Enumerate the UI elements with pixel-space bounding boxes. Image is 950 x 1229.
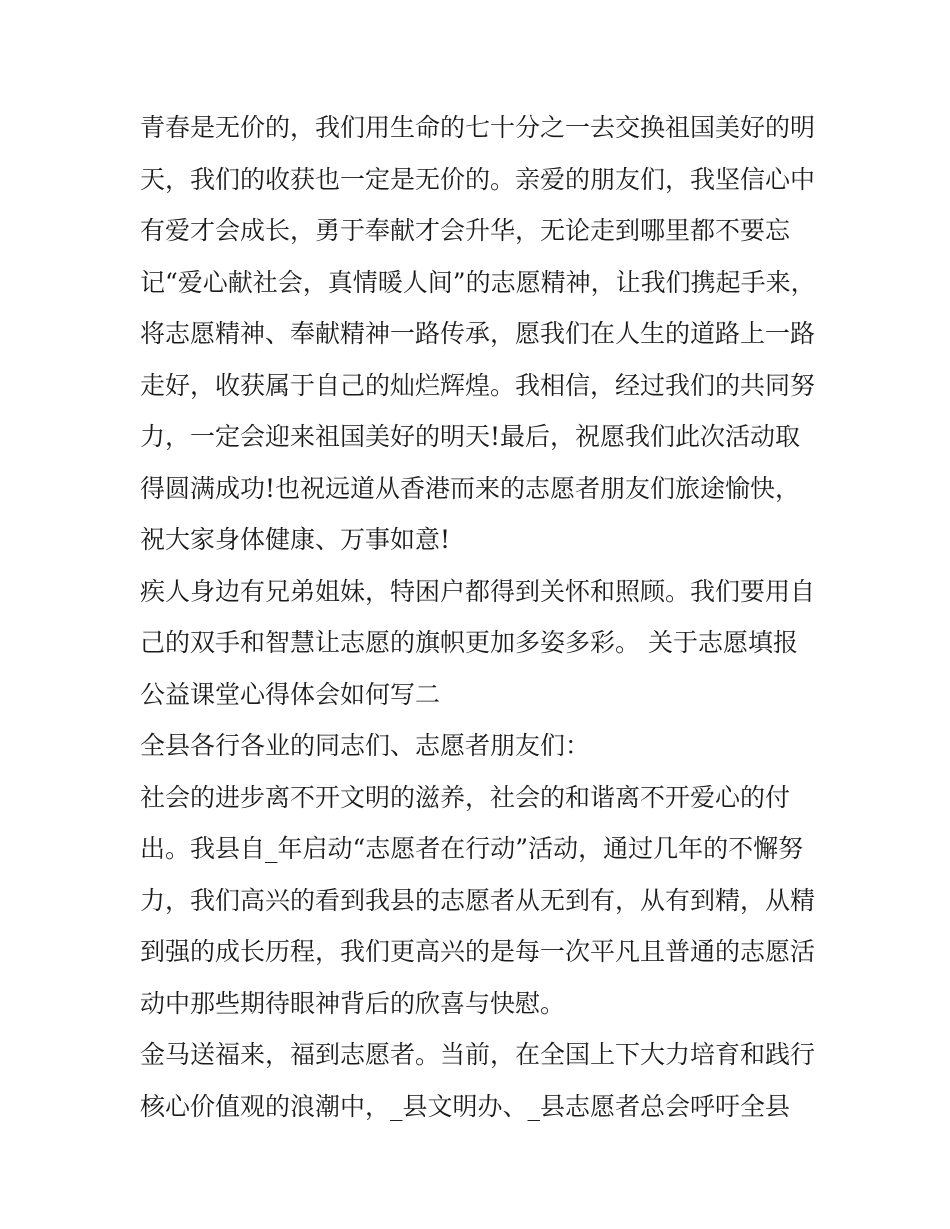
section-heading: 公益课堂心得体会如何写二 [140, 679, 441, 709]
text-line: 天，我们的收获也一定是无价的。亲爱的朋友们，我坚信心中 [140, 164, 816, 194]
text-line: 出。我县自_年启动“志愿者在行动”活动，通过几年的不懈努 [140, 834, 804, 863]
text-line: 金马送福来，福到志愿者。当前，在全国上下大力培育和践行 [140, 1040, 816, 1069]
salutation: 全县各行各业的同志们、志愿者朋友们： [140, 731, 591, 760]
text-line: 青春是无价的，我们用生命的七十分之一去交换祖国美好的明 [140, 113, 816, 142]
text-line: 将志愿精神、奉献精神一路传承，愿我们在人生的道路上一路 [140, 319, 816, 348]
text-line: 力，我们高兴的看到我县的志愿者从无到有，从有到精，从精 [140, 885, 816, 915]
text-line: 到强的成长历程，我们更高兴的是每一次平凡且普通的志愿活 [140, 937, 816, 966]
text-line: 记“爱心献社会，真情暖人间”的志愿精神，让我们携起手来， [140, 267, 816, 297]
text-line: 得圆满成功!也祝远道从香港而来的志愿者朋友们旅途愉快， [140, 473, 801, 503]
text-line: 核心价值观的浪潮中，_县文明办、_县志愿者总会呼吁全县 [140, 1091, 791, 1121]
text-line: 疾人身边有兄弟姐妹，特困户都得到关怀和照顾。我们要用自 [140, 576, 816, 606]
document-body [140, 102, 830, 1132]
text-line: 己的双手和智慧让志愿的旗帜更加多姿多彩。 关于志愿填报 [140, 628, 798, 657]
text-line: 走好，收获属于自己的灿烂辉煌。我相信，经过我们的共同努 [140, 370, 816, 400]
text-line: 有爱才会成长，勇于奉献才会升华，无论走到哪里都不要忘 [140, 216, 791, 245]
text-line: 社会的进步离不开文明的滋养，社会的和谐离不开爱心的付 [140, 782, 791, 812]
text-line: 动中那些期待眼神背后的欣喜与快慰。 [140, 988, 566, 1018]
text-line: 祝大家身体健康、万事如意! [140, 525, 451, 554]
text-line: 力，一定会迎来祖国美好的明天!最后，祝愿我们此次活动取 [140, 422, 801, 451]
